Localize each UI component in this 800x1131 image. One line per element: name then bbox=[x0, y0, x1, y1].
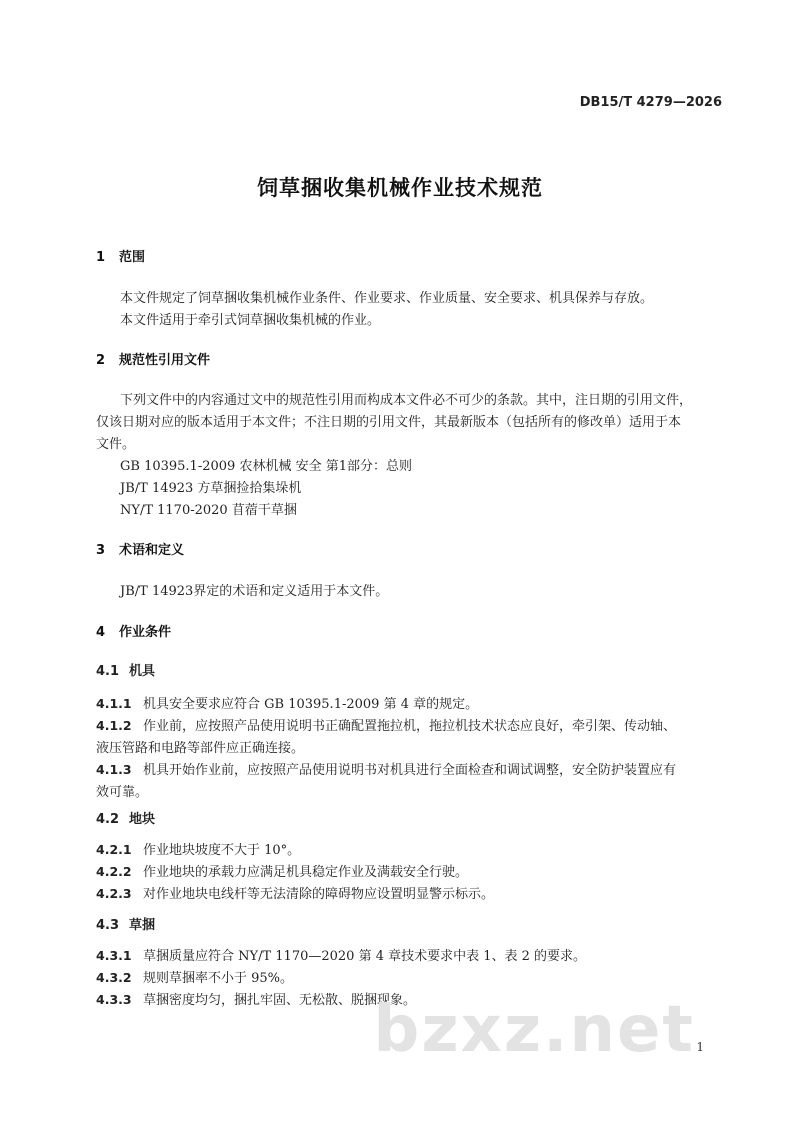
clause-4-3-3 bbox=[96, 989, 416, 1008]
clause-4-2-2 bbox=[96, 861, 468, 880]
clause-4-1-3-continuation: 效可靠。 bbox=[96, 785, 149, 800]
clause-4-3-2 bbox=[96, 967, 293, 986]
clause-4-1-2 bbox=[96, 715, 676, 734]
clause-number: 4.2.3 bbox=[96, 886, 132, 901]
subsection-number: 4.3 bbox=[96, 918, 120, 933]
section-title: 规范性引用文件 bbox=[119, 353, 211, 368]
reference-3: NY/T 1170-2020 苜蓿干草捆 bbox=[120, 503, 297, 518]
section-title: 作业条件 bbox=[119, 625, 172, 640]
section-4-heading bbox=[96, 621, 171, 640]
subsection-4-1-heading bbox=[96, 660, 155, 679]
clause-text: 对作业地块电线杆等无法清除的障碍物应设置明显警示标示。 bbox=[143, 887, 495, 902]
clause-4-1-2-continuation: 液压管路和电路等部件应正确连接。 bbox=[96, 741, 305, 756]
subsection-4-3-heading bbox=[96, 914, 155, 933]
subsection-title: 机具 bbox=[129, 664, 156, 679]
section-number: 3 bbox=[96, 543, 106, 558]
clause-number: 4.3.2 bbox=[96, 970, 132, 985]
section-number: 1 bbox=[96, 250, 106, 265]
clause-number: 4.1.2 bbox=[96, 718, 132, 733]
clause-text: 作业前，应按照产品使用说明书正确配置拖拉机，拖拉机技术状态应良好，牵引架、传动轴、 bbox=[143, 719, 677, 734]
section-1-heading bbox=[96, 246, 145, 265]
clause-text: 草捆质量应符合 NY/T 1170—2020 第 4 章技术要求中表 1、表 2 的要求。 bbox=[143, 949, 587, 964]
clause-number: 4.2.1 bbox=[96, 842, 132, 857]
section-2-line-3: 文件。 bbox=[96, 437, 136, 452]
subsection-number: 4.1 bbox=[96, 664, 120, 679]
clause-4-1-1 bbox=[96, 693, 478, 712]
subsection-title: 草捆 bbox=[129, 918, 156, 933]
section-1-paragraph-2: 本文件适用于牵引式饲草捆收集机械的作业。 bbox=[120, 313, 381, 328]
subsection-title: 地块 bbox=[129, 812, 156, 827]
clause-number: 4.1.3 bbox=[96, 762, 132, 777]
section-number: 4 bbox=[96, 625, 106, 640]
section-title: 术语和定义 bbox=[119, 543, 185, 558]
section-3-heading bbox=[96, 539, 184, 558]
watermark: bzxz.net bbox=[373, 993, 695, 1067]
clause-text: 作业地块坡度不大于 10°。 bbox=[143, 843, 301, 858]
clause-text: 规则草捆率不小于 95%。 bbox=[143, 971, 294, 986]
clause-number: 4.3.1 bbox=[96, 948, 132, 963]
clause-4-1-3 bbox=[96, 759, 676, 778]
clause-4-2-3 bbox=[96, 883, 494, 902]
section-2-line-2: 仅该日期对应的版本适用于本文件；不注日期的引用文件，其最新版本（包括所有的修改单）适用于本 bbox=[96, 415, 682, 430]
section-1-paragraph-1: 本文件规定了饲草捆收集机械作业条件、作业要求、作业质量、安全要求、机具保养与存放。 bbox=[120, 291, 654, 306]
clause-4-3-1 bbox=[96, 945, 586, 964]
subsection-number: 4.2 bbox=[96, 812, 120, 827]
section-number: 2 bbox=[96, 353, 106, 368]
document-title: 饲草捆收集机械作业技术规范 bbox=[257, 176, 543, 200]
clause-text: 作业地块的承载力应满足机具稳定作业及满载安全行驶。 bbox=[143, 865, 469, 880]
clause-text: 机具安全要求应符合 GB 10395.1-2009 第 4 章的规定。 bbox=[143, 697, 479, 712]
section-3-paragraph: JB/T 14923界定的术语和定义适用于本文件。 bbox=[120, 584, 389, 599]
section-2-heading bbox=[96, 349, 210, 368]
clause-text: 机具开始作业前，应按照产品使用说明书对机具进行全面检查和调试调整，安全防护装置应有 bbox=[143, 763, 677, 778]
page-number: 1 bbox=[696, 1040, 704, 1054]
reference-2: JB/T 14923 方草捆捡拾集垛机 bbox=[120, 481, 302, 496]
clause-4-2-1 bbox=[96, 839, 300, 858]
clause-text: 草捆密度均匀，捆扎牢固、无松散、脱捆现象。 bbox=[143, 993, 417, 1008]
clause-number: 4.2.2 bbox=[96, 864, 132, 879]
section-title: 范围 bbox=[119, 250, 146, 265]
standard-code: DB15/T 4279—2026 bbox=[579, 95, 722, 110]
subsection-4-2-heading bbox=[96, 808, 155, 827]
reference-1: GB 10395.1-2009 农林机械 安全 第1部分：总则 bbox=[120, 459, 412, 474]
clause-number: 4.1.1 bbox=[96, 696, 132, 711]
clause-number: 4.3.3 bbox=[96, 992, 132, 1007]
section-2-line-1: 下列文件中的内容通过文中的规范性引用而构成本文件必不可少的条款。其中，注日期的引用文件， bbox=[120, 393, 693, 408]
